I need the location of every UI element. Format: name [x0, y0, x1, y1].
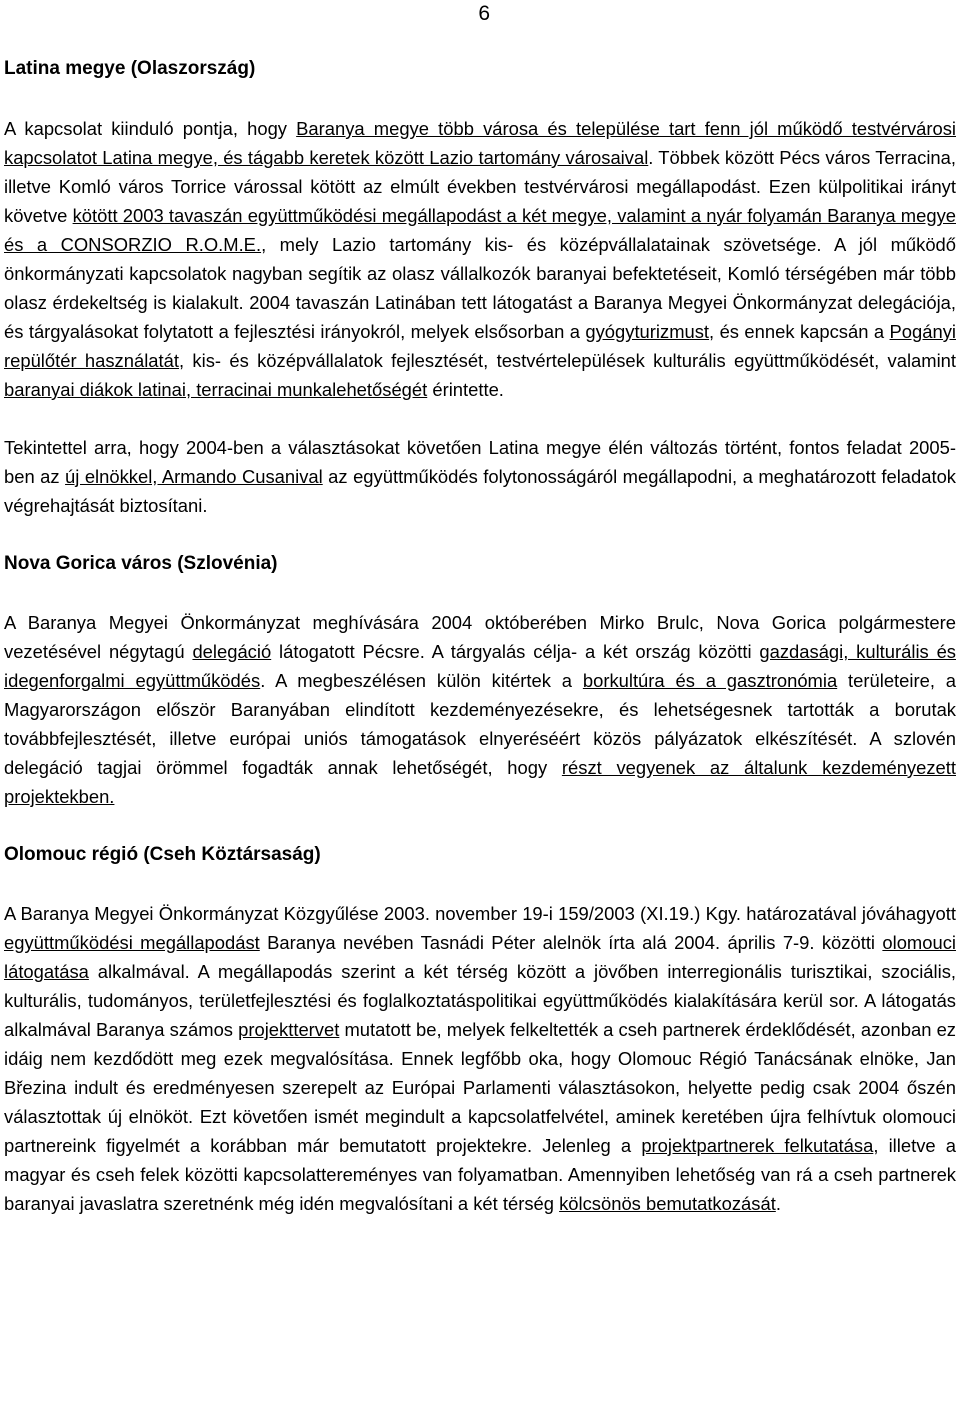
text-run: Tekintettel arra, hogy 2004-ben a választásokat követően Latina megye élén változás történt, fontos feladat 2005-ben az	[4, 437, 956, 487]
text-run: A Baranya Megyei Önkormányzat Közgyűlése 2003. november 19-i 159/2003 (XI.19.) Kgy. határozatával jóváhagyott	[4, 903, 956, 924]
underlined-text: kölcsönös bemutatkozását	[559, 1193, 776, 1214]
underlined-text: gyógyturizmust	[585, 321, 710, 342]
text-run: az együttműködés folytonosságáról megállapodni, a meghatározott feladatok végrehajtását biztosítani.	[4, 466, 957, 516]
underlined-text: gazdasági, kulturális és idegenforgalmi együttműködés	[4, 641, 956, 691]
text-run: mutatott be, melyek felkeltették a cseh partnerek érdeklődését, azonban ez idáig nem kezdődött meg ezek megvalósítása. Ennek legfőbb oka, hogy Olomouc Régió Tanácsának elnöke, Jan Březina indult és eredményesen szerepelt az Európai Parlamenti választásokon, helyette pedig csak 2004 őszén választottak új elnököt. Ezt követően ismét megindult a kapcsolatfelvétel, aminek keretében újra felhívtuk olomouci partnereink figyelmét a korábban már bemutatott projektekre. Jelenleg a	[4, 1019, 956, 1156]
underlined-text: Baranya megye több városa és települése tart fenn jól működő testvérvárosi kapcsolatot Latina megye, és tágabb keretek között Lazio tartomány városaival	[4, 118, 956, 168]
paragraph	[4, 899, 956, 1218]
text-run: A Baranya Megyei Önkormányzat meghívására 2004 októberében Mirko Brulc, Nova Gorica polgármestere vezetésével négytagú	[4, 612, 956, 662]
underlined-text: projektpartnerek felkutatása	[641, 1135, 874, 1156]
paragraph	[4, 114, 956, 404]
underlined-text: részt vegyenek az általunk kezdeményezett projektekben.	[4, 757, 956, 807]
underlined-text: projekttervet	[238, 1019, 340, 1040]
underlined-text: Pogányi repülőtér használatát	[4, 321, 956, 371]
text-run: , és ennek kapcsán a	[709, 321, 890, 342]
text-run: Baranya nevében Tasnádi Péter alelnök írta alá 2004. április 7-9. közötti	[259, 932, 883, 953]
paragraph	[4, 433, 956, 520]
underlined-text: delegáció	[192, 641, 272, 662]
text-run: . A megbeszélésen külön kitértek a	[260, 670, 583, 691]
underlined-text: új elnökkel, Armando Cusanival	[65, 466, 323, 487]
text-run: . Többek között Pécs város Terracina, illetve Komló város Torrice várossal kötött az elmúlt években testvérvárosi megállapodást. Ezen külpolitikai irányt követve	[4, 147, 956, 226]
text-run: , kis- és középvállalatok fejlesztését, testvértelepülések kulturális együttműködését, valamint	[178, 350, 956, 371]
underlined-text: kötött 2003 tavaszán együttműködési megállapodást a két megye, valamint a nyár folyamán Baranya megye és a CONSORZIO R.O.M.E.	[4, 205, 956, 255]
section-heading-nova-gorica: Nova Gorica város (Szlovénia)	[4, 553, 278, 574]
text-run: , mely Lazio tartomány kis- és középvállalatainak szövetsége. A jól működő önkormányzati kapcsolatok nagyban segítik az olasz vállalkozók baranyai befektetéseit, Komló térségében már több olasz érdekeltség is kialakult. 2004 tavaszán Latinában tett látogatást a Baranya Megyei Önkormányzat delegációja, és tárgyalásokat folytatott a fejlesztési irányokról, melyek elsősorban a	[4, 234, 956, 342]
document-body	[4, 54, 956, 1218]
underlined-text: borkultúra és a gasztronómia	[582, 670, 838, 691]
underlined-text: baranyai diákok latinai, terracinai munkalehetőségét	[4, 379, 428, 400]
text-run: .	[775, 1193, 781, 1214]
text-run: érintette.	[427, 379, 504, 400]
text-run: látogatott Pécsre. A tárgyalás célja- a két ország közötti	[271, 641, 760, 662]
underlined-text: együttműködési megállapodást	[4, 932, 260, 953]
text-run: , illetve a magyar és cseh felek közötti kapcsolattereményes van folyamatban. Amennyiben lehetőség van rá a cseh partnerek baranyai javaslatra szeretnénk még idén megvalósítani a két térség	[4, 1135, 956, 1214]
paragraph	[4, 608, 956, 811]
text-run: területeire, a Magyarországon először Baranyában elindított kezdeményezésekre, és lehetségesnek tartották a borutak továbbfejlesztését, illetve európai uniós támogatások elnyeréséért közös pályázatok elkészítését. A szlovén delegáció tagjai örömmel fogadták annak lehetőségét, hogy	[4, 670, 956, 778]
text-run: alkalmával. A megállapodás szerint a két térség között a jövőben interregionális turisztikai, szociális, kulturális, tudományos, területfejlesztési és foglalkoztatáspolitikai együttműködés kialakítására kerül sor. A látogatás alkalmával Baranya számos	[4, 961, 956, 1040]
text-run: A kapcsolat kiinduló pontja, hogy	[4, 118, 297, 139]
underlined-text: olomouci látogatása	[4, 932, 956, 982]
section-heading-olomouc: Olomouc régió (Cseh Köztársaság)	[4, 844, 321, 865]
page-number: 6	[478, 2, 490, 25]
section-heading-latina: Latina megye (Olaszország)	[4, 58, 256, 79]
